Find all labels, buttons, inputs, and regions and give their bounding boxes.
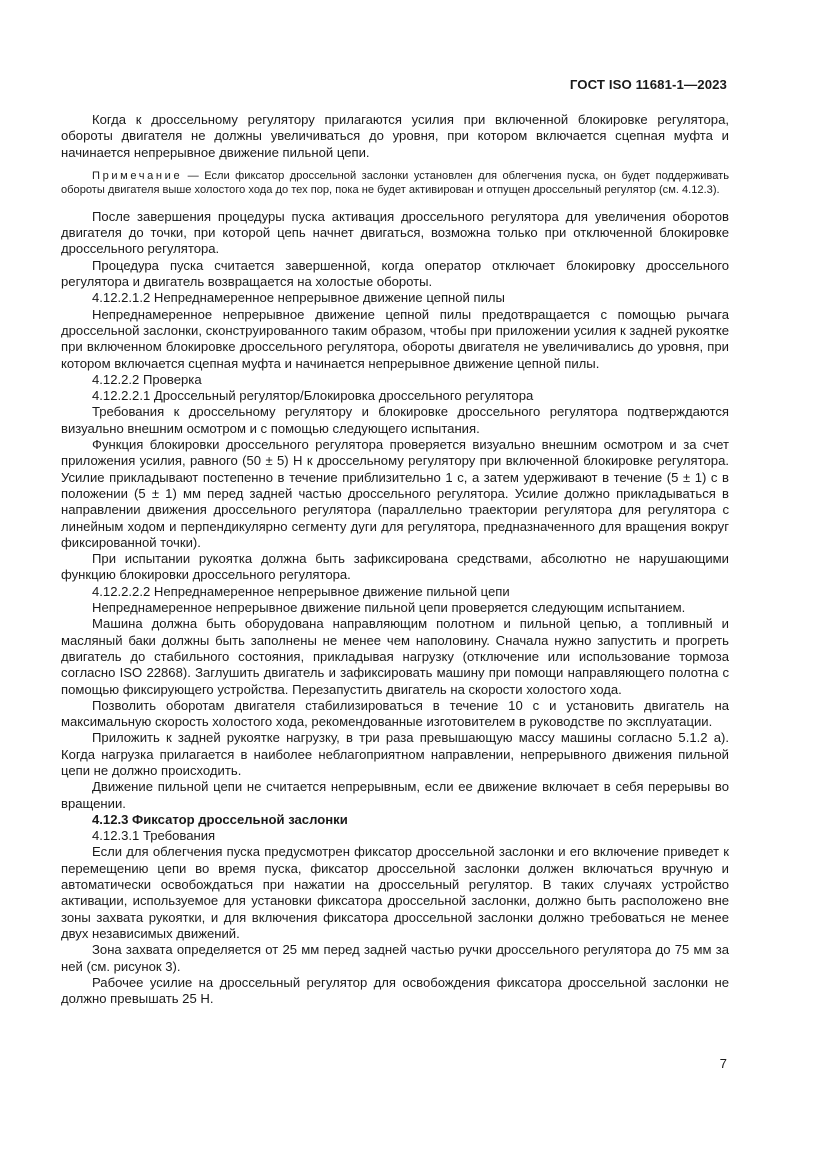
paragraph: Рабочее усилие на дроссельный регулятор для освобождения фиксатора дроссельной заслонки не должно превышать 25 Н. (61, 974, 729, 1007)
paragraph: Непреднамеренное непрерывное движение пильной цепи проверяется следующим испытанием. (92, 600, 686, 616)
section-heading: 4.12.2.2.1 Дроссельный регулятор/Блокировка дроссельного регулятора (92, 388, 534, 404)
section-heading: 4.12.3.1 Требования (92, 828, 216, 844)
paragraph: Требования к дроссельному регулятору и блокировке дроссельного регулятора подтверждаются визуально внешним осмотром и с помощью следующего испытания. (61, 404, 729, 436)
section-heading-bold: 4.12.3 Фиксатор дроссельной заслонки (92, 811, 348, 827)
paragraph: Машина должна быть оборудована направляющим полотном и пильной цепью, а топливный и масляный баки должны быть заполнены не менее чем наполовину. Сначала нужно запустить и прогреть двигатель до стабильного состояния, прикладывая нагрузку (отключение или использование тормоза согласно ISO 22868). Заглушить двигатель и зафиксировать машину при помощи направляющего полотна с помощью фиксирующего устройства. Перезапустить двигатель на скорости холостого хода. (61, 616, 729, 697)
paragraph: Приложить к задней рукоятке нагрузку, в три раза превышающую массу машины согласно 5.1.2 а). Когда нагрузка прилагается в наиболее неблагоприятном направлении, непрерывного движения пильной цепи не должно происходить. (61, 730, 729, 778)
note-separator: — (182, 169, 205, 182)
paragraph: Движение пильной цепи не считается непрерывным, если ее движение включает в себя перерывы во вращении. (61, 779, 729, 811)
page-number: 7 (719, 1056, 727, 1071)
paragraph: Процедура пуска считается завершенной, когда оператор отключает блокировку дроссельного регулятора и двигатель возвращается на холостые обороты. (61, 257, 729, 290)
section-heading: 4.12.2.1.2 Непреднамеренное непрерывное движение цепной пилы (92, 290, 505, 306)
document-number: ГОСТ ISO 11681-1—2023 (569, 77, 727, 92)
paragraph: Если для облегчения пуска предусмотрен фиксатор дроссельной заслонки и его включение приведет к перемещению цепи во время пуска, фиксатор дроссельной заслонки должен включаться вручную и автоматически освобождаться при нажатии на дроссельный регулятор. В таких случаях устройство активации, используемое для установки фиксатора дроссельной заслонки, должно быть расположено вне зоны захвата рукоятки, и для включения фиксатора дроссельной заслонки должно требоваться не менее двух независимых движений. (61, 844, 729, 941)
note (61, 169, 729, 198)
paragraph: Функция блокировки дроссельного регулятора проверяется визуально внешним осмотром и за счет приложения усилия, равного (50 ± 5) Н к дроссельному регулятору при включенной блокировке регулятора. Усилие прикладывают постепенно в течение приблизительно 1 с, а затем удерживают в течение (5 ± 1) с в положении (5 ± 1) мм перед задней частью дроссельного регулятора. Усилие должно прикладываться в направлении движения дроссельного регулятора (параллельно траектории регулятора для регулятора с линейным ходом и перпендикулярно сегменту дуги для регулятора, предназначенного для вращения вокруг фиксированной точки). (61, 437, 729, 550)
section-heading: 4.12.2.2.2 Непреднамеренное непрерывное движение пильной цепи (92, 583, 510, 599)
note-text: Если фиксатор дроссельной заслонки установлен для облегчения пуска, он будет поддерживать обороты двигателя выше холостого хода до тех пор, пока не будет активирован и отпущен дроссельный регулятор (см. 4.12.3). (61, 169, 729, 197)
note-label: Примечание (92, 169, 183, 182)
paragraph: Когда к дроссельному регулятору прилагаются усилия при включенной блокировке регулятора, обороты двигателя не должны увеличиваться до уровня, при котором включается сцепная муфта и начинается непрерывное движение пильной цепи. (61, 112, 729, 160)
paragraph: Непреднамеренное непрерывное движение цепной пилы предотвращается с помощью рычага дроссельной заслонки, сконструированного таким образом, чтобы при приложении усилия к задней рукоятке при включенном блокировке дроссельного регулятора, обороты двигателя не увеличивались до уровня, при котором включается сцепная муфта и начинается непрерывное движение цепной пилы. (61, 306, 729, 371)
paragraph: Позволить оборотам двигателя стабилизироваться в течение 10 с и установить двигатель на максимальную скорость холостого хода, рекомендованные изготовителем в руководстве по эксплуатации. (61, 697, 729, 730)
paragraph: При испытании рукоятка должна быть зафиксирована средствами, абсолютно не нарушающими функцию блокировки дроссельного регулятора. (61, 551, 729, 583)
document-body (61, 112, 729, 1007)
paragraph: После завершения процедуры пуска активация дроссельного регулятора для увеличения оборотов двигателя до точки, при которой цепь начнет двигаться, возможна только при отключенной блокировке дроссельного регулятора. (61, 208, 729, 257)
section-heading: 4.12.2.2 Проверка (92, 371, 202, 387)
paragraph: Зона захвата определяется от 25 мм перед задней частью ручки дроссельного регулятора до 75 мм за ней (см. рисунок 3). (61, 942, 729, 974)
